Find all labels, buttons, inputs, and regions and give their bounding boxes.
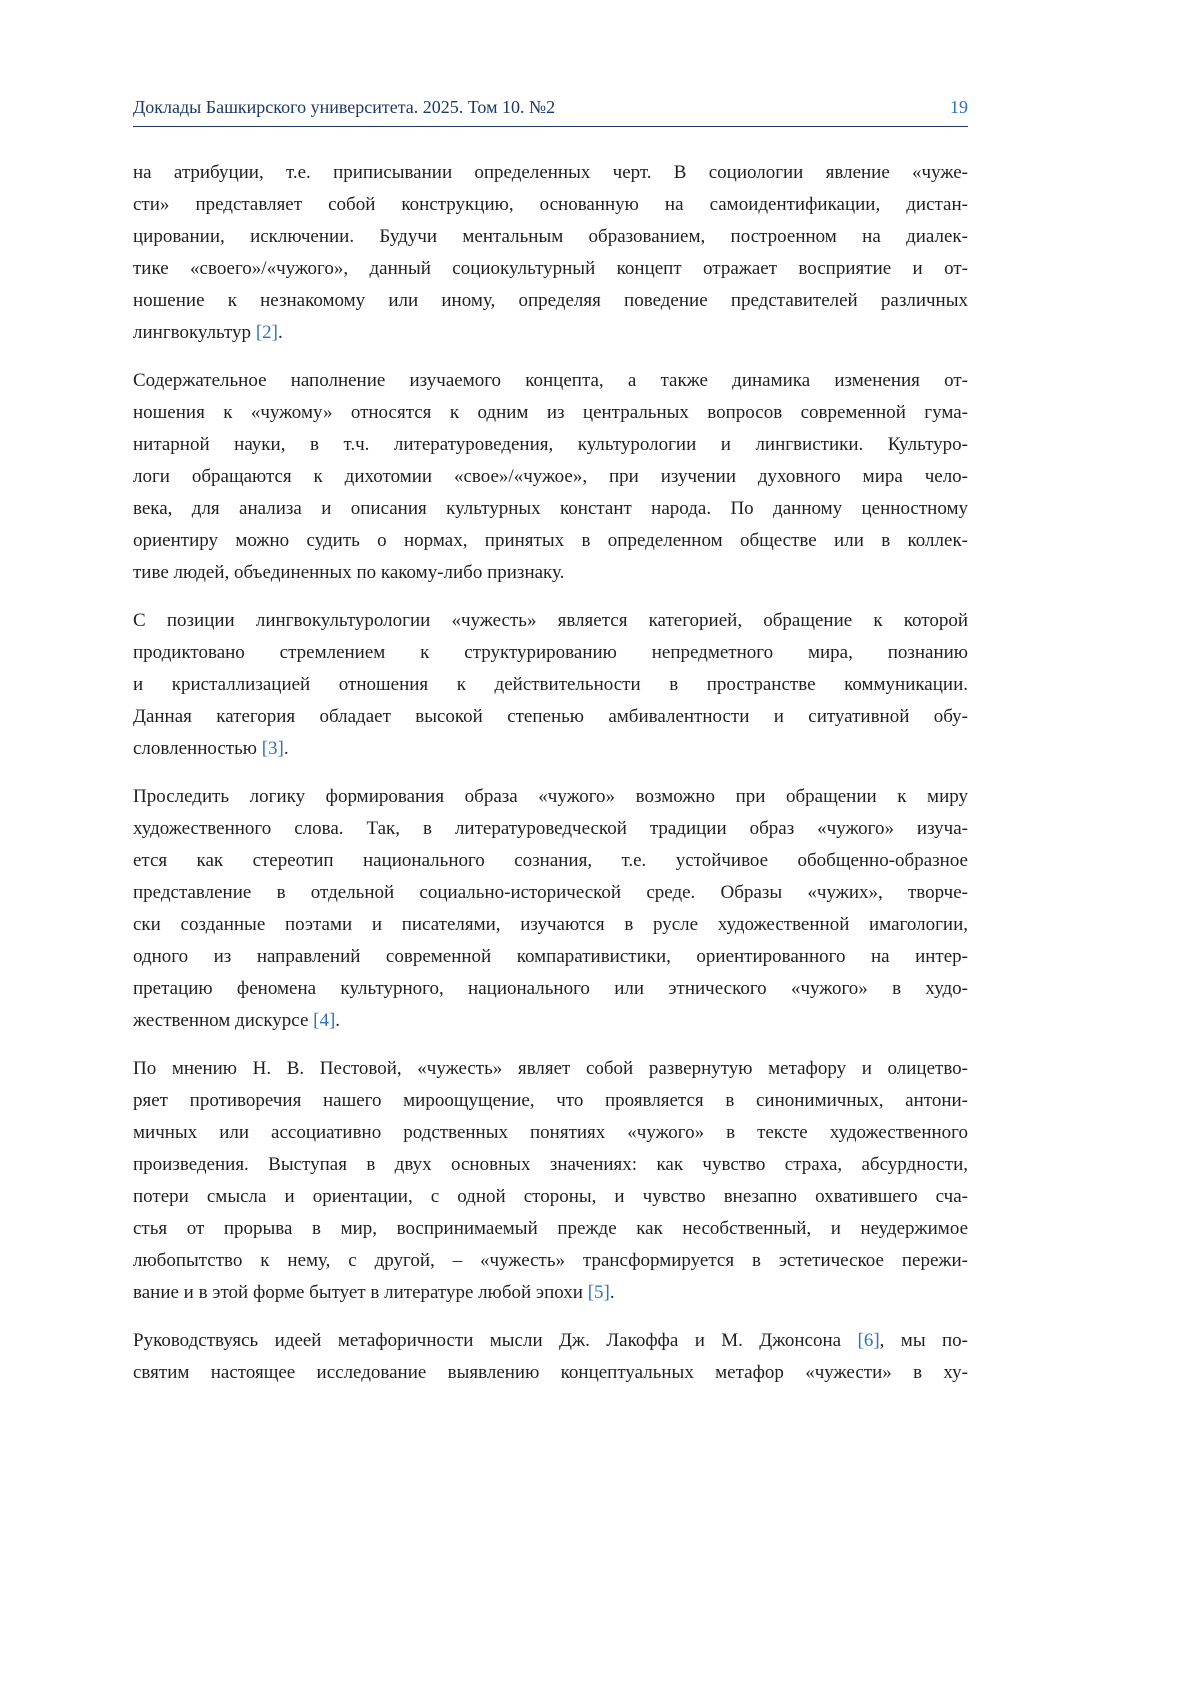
text-line: ношения к «чужому» относятся к одним из центральных вопросов современной гума- xyxy=(133,402,968,423)
text-line: на атрибуции, т.е. приписывании определенных черт. В социологии явление «чуже- xyxy=(133,162,968,183)
text-line: По мнению Н. В. Пестовой, «чужесть» являет собой развернутую метафору и олицетво- xyxy=(133,1058,968,1079)
text-line: потери смысла и ориентации, с одной стороны, и чувство внезапно охватившего сча- xyxy=(133,1186,968,1207)
text-line: сти» представляет собой конструкцию, основанную на самоидентификации, дистан- xyxy=(133,194,968,215)
text-line: лингвокультур [2]. xyxy=(133,322,283,343)
text-line: святим настоящее исследование выявлению концептуальных метафор «чужести» в ху- xyxy=(133,1362,968,1383)
header-rule xyxy=(133,126,968,127)
paragraph xyxy=(133,605,968,765)
paragraph xyxy=(133,1325,968,1389)
text-line: ряет противоречия нашего мироощущение, что проявляется в синонимичных, антони- xyxy=(133,1090,968,1111)
citation-ref[interactable]: [6] xyxy=(857,1330,880,1351)
text-line: Руководствуясь идеей метафоричности мысли Дж. Лакоффа и М. Джонсона [6], мы по- xyxy=(133,1330,968,1351)
text-line: претацию феномена культурного, национального или этнического «чужого» в худо- xyxy=(133,978,968,999)
text-line: продиктовано стремлением к структурированию непредметного мира, познанию xyxy=(133,642,968,663)
journal-header-text: Доклады Башкирского университета. 2025. Том 10. №2 xyxy=(133,97,556,117)
text-line: жественном дискурсе [4]. xyxy=(133,1010,341,1031)
citation-ref[interactable]: [4] xyxy=(313,1010,336,1031)
paragraph xyxy=(133,781,968,1037)
text-line: цировании, исключении. Будучи ментальным образованием, построенном на диалек- xyxy=(133,226,968,247)
text-line: художественного слова. Так, в литературоведческой традиции образ «чужого» изуча- xyxy=(133,818,968,839)
text-line: С позиции лингвокультурологии «чужесть» является категорией, обращение к которой xyxy=(133,610,968,631)
text-line: вание и в этой форме бытует в литературе любой эпохи [5]. xyxy=(133,1282,615,1303)
text-line: тике «своего»/«чужого», данный социокультурный концепт отражает восприятие и от- xyxy=(133,258,968,279)
text-line: ориентиру можно судить о нормах, принятых в определенном обществе или в коллек- xyxy=(133,530,968,551)
text-line: ношение к незнакомому или иному, определяя поведение представителей различных xyxy=(133,290,968,311)
text-line: и кристаллизацией отношения к действительности в пространстве коммуникации. xyxy=(133,674,968,695)
page-number: 19 xyxy=(950,97,968,117)
paragraph xyxy=(133,1053,968,1309)
text-line: века, для анализа и описания культурных констант народа. По данному ценностному xyxy=(133,498,968,519)
text-line: Проследить логику формирования образа «чужого» возможно при обращении к миру xyxy=(133,786,968,807)
text-line: тиве людей, объединенных по какому-либо признаку. xyxy=(133,562,565,583)
text-line: любопытство к нему, с другой, – «чужесть» трансформируется в эстетическое пережи- xyxy=(133,1250,968,1271)
article-body xyxy=(133,157,968,1389)
text-line: мичных или ассоциативно родственных понятиях «чужого» в тексте художественного xyxy=(133,1122,968,1143)
text-line: логи обращаются к дихотомии «свое»/«чужое», при изучении духовного мира чело- xyxy=(133,466,968,487)
citation-ref[interactable]: [5] xyxy=(587,1282,610,1303)
text-line: нитарной науки, в т.ч. литературоведения, культурологии и лингвистики. Культуро- xyxy=(133,434,968,455)
text-line: Данная категория обладает высокой степенью амбивалентности и ситуативной обу- xyxy=(133,706,968,727)
text-line: стья от прорыва в мир, воспринимаемый прежде как несобственный, и неудержимое xyxy=(133,1218,968,1239)
text-line: словленностью [3]. xyxy=(133,738,289,759)
page-header xyxy=(133,96,968,118)
text-line: представление в отдельной социально-исторической среде. Образы «чужих», творче- xyxy=(133,882,968,903)
text-line: Содержательное наполнение изучаемого концепта, а также динамика изменения от- xyxy=(133,370,968,391)
citation-ref[interactable]: [2] xyxy=(255,322,278,343)
paragraph xyxy=(133,365,968,589)
text-line: ски созданные поэтами и писателями, изучаются в русле художественной имагологии, xyxy=(133,914,968,935)
text-line: одного из направлений современной компаративистики, ориентированного на интер- xyxy=(133,946,968,967)
citation-ref[interactable]: [3] xyxy=(261,738,284,759)
text-line: ется как стереотип национального сознания, т.е. устойчивое обобщенно-образное xyxy=(133,850,968,871)
paragraph xyxy=(133,157,968,349)
text-line: произведения. Выступая в двух основных значениях: как чувство страха, абсурдности, xyxy=(133,1154,968,1175)
